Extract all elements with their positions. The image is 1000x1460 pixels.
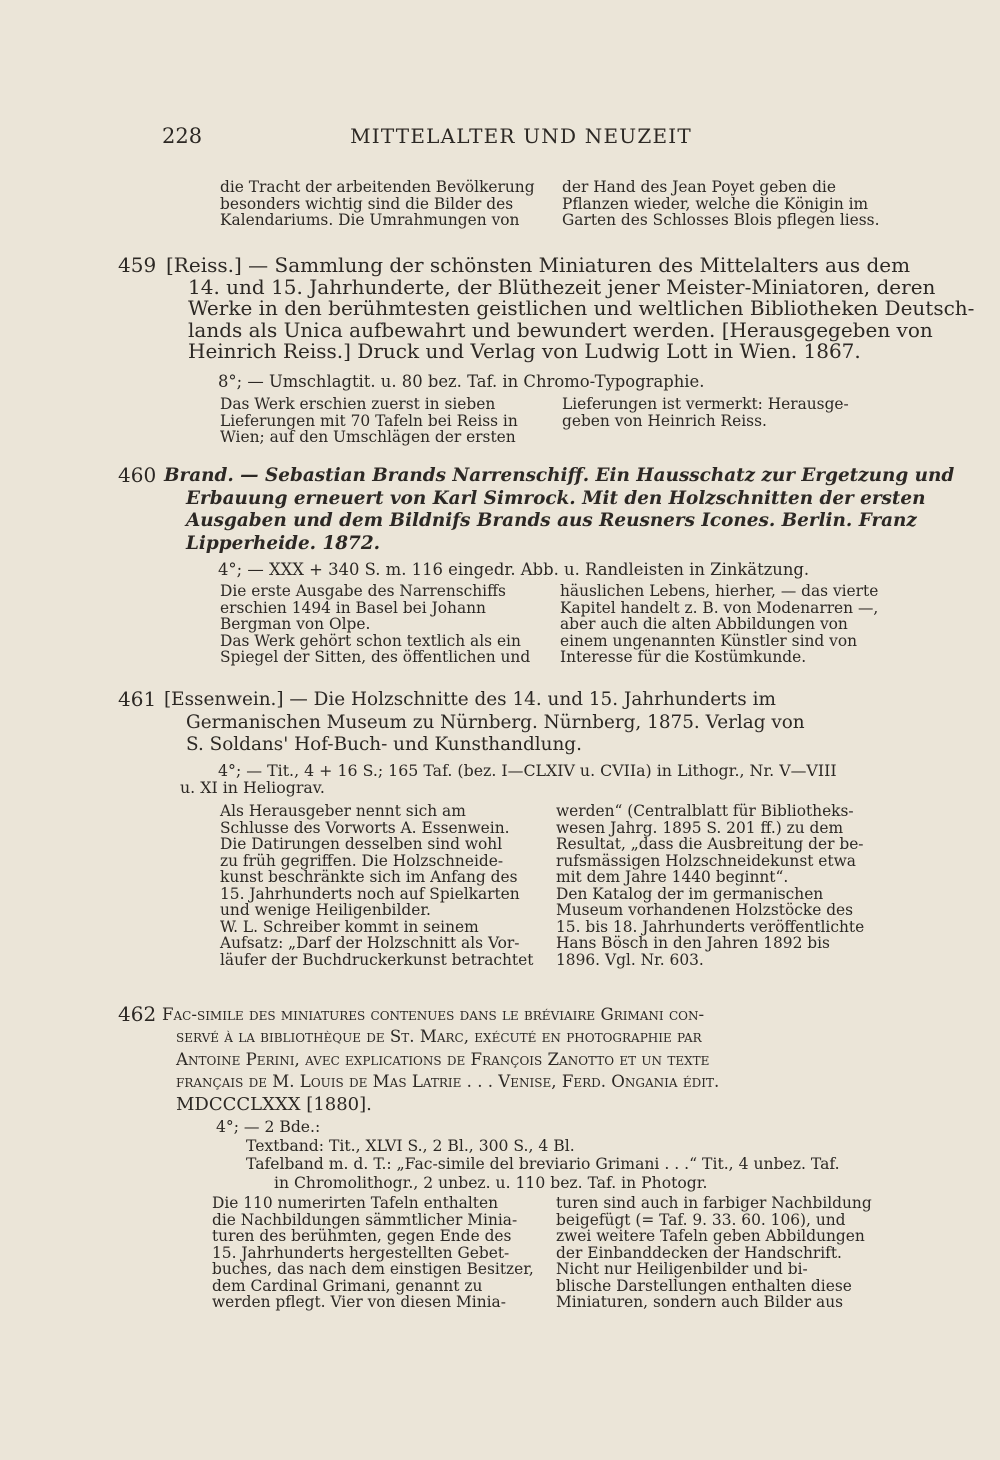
note-line: häuslichen Lebens, hierher, — das vierte [560, 582, 879, 600]
page-number: 228 [162, 124, 203, 148]
note-line: Die erste Ausgabe des Narrenschiffs [220, 582, 506, 600]
entry-title [166, 255, 974, 363]
note-line: 1896. Vgl. Nr. 603. [556, 950, 704, 969]
note-line: die Tracht der arbeitenden Bevölkerung [220, 178, 535, 196]
top-notes-right [562, 179, 879, 229]
note-line: erschien 1494 in Basel bei Johann [220, 598, 486, 617]
note-line: 15. Jahrhunderts hergestellten Gebet- [212, 1243, 510, 1262]
note-line: dem Cardinal Grimani, genannt zu [212, 1276, 483, 1295]
note-line: Spiegel der Sitten, des öffentlichen und [220, 648, 531, 666]
note-line: Garten des Schlosses Blois pflegen liess. [562, 211, 880, 229]
title-line: Ausgaben und dem Bildnifs Brands aus Reusners Icones. Berlin. Franz [186, 510, 917, 531]
physical-description: 8°; — Umschlagtit. u. 80 bez. Taf. in Chromo-Typographie. [218, 372, 705, 391]
page-header [162, 124, 880, 156]
title-line: Heinrich Reiss.] Druck und Verlag von Ludwig Lott in Wien. 1867. [188, 339, 861, 364]
note-line: 15. bis 18. Jahrhunderts veröffentlichte [556, 917, 865, 936]
note-line: Wien; auf den Umschlägen der ersten [220, 428, 516, 446]
note-line: Lieferungen ist vermerkt: Herausge- [562, 395, 849, 413]
title-line: français de M. Louis de Mas Latrie . . . Venise, Ferd. Ongania édit. [176, 1072, 720, 1092]
note-line: Miniaturen, sondern auch Bilder aus [556, 1293, 844, 1311]
entry-title [164, 689, 805, 757]
note-line: Lieferungen mit 70 Tafeln bei Reiss in [220, 411, 518, 430]
title-line: S. Soldans' Hof-Buch- und Kunsthandlung. [186, 734, 582, 755]
note-line: und wenige Heiligenbilder. [220, 901, 431, 919]
notes-right [556, 1195, 872, 1311]
title-line: MDCCCLXXX [1880]. [176, 1093, 372, 1115]
note-line: Schlusse des Vorworts A. Essenwein. [220, 818, 510, 837]
note-line: der Hand des Jean Poyet geben die [562, 178, 836, 196]
note-line: Den Katalog der im germanischen [556, 884, 824, 903]
note-line: geben von Heinrich Reiss. [562, 411, 767, 430]
note-line: 15. Jahrhunderts noch auf Spielkarten [220, 884, 520, 903]
note-line: Die Datirungen desselben sind wohl [220, 835, 503, 853]
note-line: Hans Bösch in den Jahren 1892 bis [556, 934, 830, 952]
physical-description [216, 1118, 840, 1192]
notes-left [220, 803, 533, 968]
title-line: Lipperheide. 1872. [186, 532, 381, 554]
notes-right [562, 396, 849, 429]
entry-number: 459 [118, 253, 157, 277]
physical-line: in Chromolithogr., 2 unbez. u. 110 bez. Taf. in Photogr. [274, 1173, 708, 1192]
note-line: buches, das nach dem einstigen Besitzer, [212, 1260, 534, 1278]
note-line: Das Werk gehört schon textlich als ein [220, 631, 521, 650]
running-title: MITTELALTER UND NEUZEIT [350, 124, 692, 148]
entry-number: 462 [118, 1002, 157, 1026]
entry-number: 460 [118, 463, 157, 487]
note-line: Pflanzen wieder, welche die Königin im [562, 194, 869, 213]
physical-line: Tafelband m. d. T.: „Fac-simile del breviario Grimani . . .“ Tit., 4 unbez. Taf. [246, 1155, 840, 1173]
physical-line: 4°; — 2 Bde.: [216, 1118, 321, 1136]
note-line: Das Werk erschien zuerst in sieben [220, 395, 496, 413]
note-line: Nicht nur Heiligenbilder und bi- [556, 1260, 808, 1278]
note-line: Kapitel handelt z. B. von Modenarren —, [560, 598, 879, 617]
note-line: werden“ (Centralblatt für Bibliotheks- [556, 802, 854, 820]
note-line: kunst beschränkte sich im Anfang des [220, 868, 518, 886]
note-line: besonders wichtig sind die Bilder des [220, 194, 514, 213]
title-line: Fac-simile des miniatures contenues dans le bréviaire Grimani con- [162, 1005, 705, 1024]
physical-line: u. XI in Heliograv. [180, 778, 325, 797]
physical-line: Textband: Tit., XLVI S., 2 Bl., 300 S., 4 Bl. [246, 1136, 575, 1155]
note-line: Resultat, „dass die Ausbreitung der be- [556, 835, 864, 853]
note-line: Interesse für die Kostümkunde. [560, 648, 807, 666]
physical-line: 4°; — Tit., 4 + 16 S.; 165 Taf. (bez. I—CLXIV u. CVIIa) in Lithogr., Nr. V—VIII [218, 761, 837, 780]
note-line: rufsmässigen Holzschneidekunst etwa [556, 851, 856, 870]
top-notes-left [220, 179, 535, 229]
title-line: Antoine Perini, avec explications de François Zanotto et un texte [176, 1049, 710, 1069]
note-line: zu früh gegriffen. Die Holzschneide- [220, 851, 504, 870]
note-line: Aufsatz: „Darf der Holzschnitt als Vor- [220, 934, 520, 952]
note-line: Kalendariums. Die Umrahmungen von [220, 211, 520, 229]
title-line: Erbauung erneuert von Karl Simrock. Mit den Holzschnitten der ersten [186, 487, 926, 509]
notes-right [560, 583, 878, 666]
note-line: mit dem Jahre 1440 beginnt“. [556, 868, 789, 886]
entry-number: 461 [118, 687, 157, 711]
physical-description: 4°; — XXX + 340 S. m. 116 eingedr. Abb. u. Randleisten in Zinkätzung. [218, 560, 810, 579]
note-line: turen sind auch in farbiger Nachbildung [556, 1194, 872, 1212]
note-line: Als Herausgeber nennt sich am [220, 802, 466, 820]
note-line: zwei weitere Tafeln geben Abbildungen [556, 1227, 865, 1245]
note-line: Bergman von Olpe. [220, 615, 371, 633]
note-line: Die 110 numerirten Tafeln enthalten [212, 1194, 498, 1212]
note-line: aber auch die alten Abbildungen von [560, 615, 848, 633]
entry-title [164, 465, 954, 555]
note-line: beigefügt (= Taf. 9. 33. 60. 106), und [556, 1210, 846, 1229]
note-line: einem ungenannten Künstler sind von [560, 631, 858, 650]
note-line: blische Darstellungen enthalten diese [556, 1276, 852, 1295]
physical-description [180, 761, 837, 797]
title-line: [Reiss.] — Sammlung der schönsten Miniaturen des Mittelalters aus dem [166, 253, 911, 277]
title-line: 14. und 15. Jahrhunderte, der Blüthezeit jener Meister-Miniatoren, deren [188, 274, 936, 299]
title-line: [Essenwein.] — Die Holzschnitte des 14. und 15. Jahrhunderts im [164, 689, 776, 710]
notes-left [220, 583, 530, 666]
title-line: servé à la bibliothèque de St. Marc, exécuté en photographie par [176, 1027, 702, 1047]
note-line: W. L. Schreiber kommt in seinem [220, 917, 479, 936]
note-line: werden pflegt. Vier von diesen Minia- [212, 1293, 506, 1311]
notes-right [556, 803, 864, 968]
notes-left [220, 396, 518, 446]
note-line: wesen Jahrg. 1895 S. 201 ff.) zu dem [556, 818, 844, 837]
note-line: die Nachbildungen sämmtlicher Minia- [212, 1210, 518, 1229]
note-line: der Einbanddecken der Handschrift. [556, 1243, 842, 1262]
note-line: turen des berühmten, gegen Ende des [212, 1227, 512, 1245]
title-line: Germanischen Museum zu Nürnberg. Nürnberg, 1875. Verlag von [186, 711, 805, 733]
title-line: Brand. — Sebastian Brands Narrenschiff. Ein Hausschatz zur Ergetzung und [164, 465, 955, 486]
note-line: läufer der Buchdruckerkunst betrachtet [220, 950, 534, 969]
title-line: lands als Unica aufbewahrt und bewundert werden. [Herausgegeben von [188, 317, 933, 342]
notes-left [212, 1195, 534, 1311]
title-line: Werke in den berühmtesten geistlichen und weltlichen Bibliotheken Deutsch- [188, 296, 975, 321]
note-line: Museum vorhandenen Holzstöcke des [556, 901, 854, 919]
entry-title [162, 1004, 719, 1116]
